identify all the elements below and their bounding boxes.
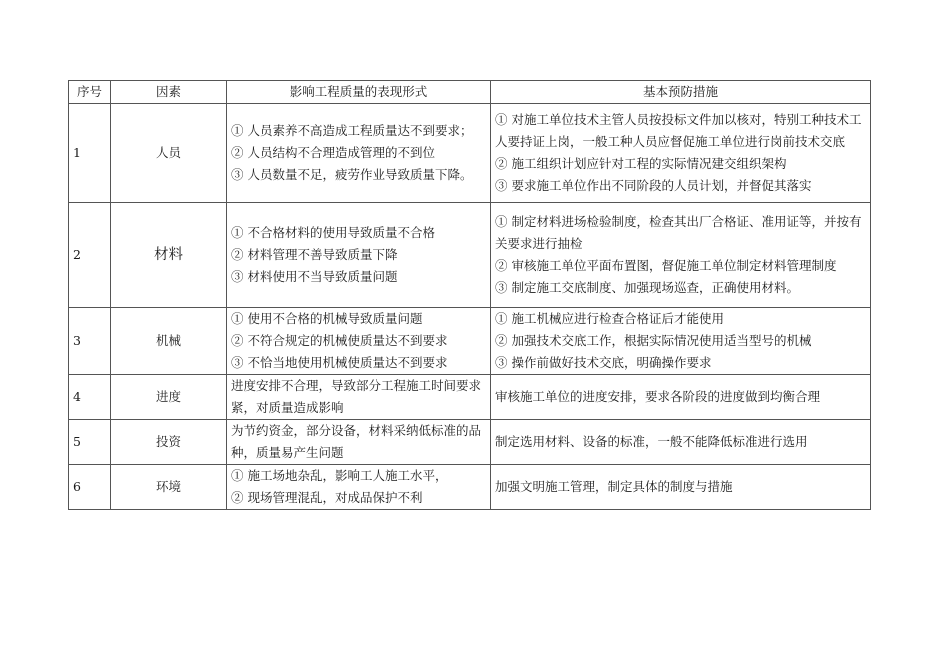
- row-effects: [227, 420, 491, 465]
- measure-item: ③ 制定施工交底制度、加强现场巡查，正确使用材料。: [495, 280, 799, 295]
- table-row: [69, 465, 871, 510]
- measure-item: ① 对施工单位技术主管人员按投标文件加以核对，特别工种技术工人要持证上岗，一般工种人员应督促施工单位进行岗前技术交底: [495, 112, 862, 149]
- table-row: [69, 375, 871, 420]
- effect-item: ① 施工场地杂乱，影响工人施工水平，: [231, 468, 448, 483]
- measure-item: ② 加强技术交底工作，根据实际情况使用适当型号的机械: [495, 333, 812, 348]
- effect-item: ③ 不恰当地使用机械使质量达不到要求: [231, 355, 448, 370]
- measure-item: ② 审核施工单位平面布置图，督促施工单位制定材料管理制度: [495, 258, 837, 273]
- measure-item: 加强文明施工管理，制定具体的制度与措施: [495, 479, 733, 494]
- row-measures: [491, 420, 871, 465]
- effect-item: ② 材料管理不善导致质量下降: [231, 247, 398, 262]
- table-header-row: [69, 81, 871, 104]
- measure-item: 审核施工单位的进度安排，要求各阶段的进度做到均衡合理: [495, 389, 821, 404]
- table-row: [69, 420, 871, 465]
- effect-item: ① 人员素养不高造成工程质量达不到要求；: [231, 123, 473, 138]
- row-factor: 人员: [111, 104, 227, 203]
- quality-risk-table: [68, 80, 871, 510]
- row-factor: 材料: [111, 203, 227, 308]
- effect-item: ② 不符合规定的机械使质量达不到要求: [231, 333, 448, 348]
- row-factor: 环境: [111, 465, 227, 510]
- measure-item: ① 制定材料进场检验制度，检查其出厂合格证、准用证等，并按有关要求进行抽检: [495, 214, 862, 251]
- measure-item: ① 施工机械应进行检查合格证后才能使用: [495, 311, 724, 326]
- row-number: 2: [69, 203, 111, 308]
- row-number: 3: [69, 308, 111, 375]
- row-measures: [491, 465, 871, 510]
- table-row: [69, 104, 871, 203]
- row-effects: [227, 465, 491, 510]
- row-measures: [491, 308, 871, 375]
- effect-item: ② 人员结构不合理造成管理的不到位: [231, 145, 435, 160]
- row-factor: 机械: [111, 308, 227, 375]
- measure-item: ② 施工组织计划应针对工程的实际情况建交组织架构: [495, 156, 787, 171]
- effect-item: 为节约资金，部分设备，材料采纳低标准的品种，质量易产生问题: [231, 423, 482, 460]
- header-no: 序号: [69, 81, 111, 104]
- row-number: 5: [69, 420, 111, 465]
- row-measures: [491, 104, 871, 203]
- effect-item: 进度安排不合理，导致部分工程施工时间要求紧，对质量造成影响: [231, 378, 482, 415]
- table-row: [69, 308, 871, 375]
- row-number: 1: [69, 104, 111, 203]
- row-effects: [227, 375, 491, 420]
- row-measures: [491, 203, 871, 308]
- effect-item: ① 使用不合格的机械导致质量问题: [231, 311, 423, 326]
- measure-item: 制定选用材料、设备的标准，一般不能降低标准进行选用: [495, 434, 808, 449]
- effect-item: ③ 人员数量不足，疲劳作业导致质量下降。: [231, 167, 473, 182]
- row-measures: [491, 375, 871, 420]
- row-number: 6: [69, 465, 111, 510]
- effect-item: ② 现场管理混乱，对成品保护不利: [231, 490, 423, 505]
- row-effects: [227, 203, 491, 308]
- row-effects: [227, 104, 491, 203]
- measure-item: ③ 要求施工单位作出不同阶段的人员计划，并督促其落实: [495, 178, 812, 193]
- header-factor: 因素: [111, 81, 227, 104]
- header-measures: 基本预防措施: [491, 81, 871, 104]
- row-effects: [227, 308, 491, 375]
- row-factor: 进度: [111, 375, 227, 420]
- measure-item: ③ 操作前做好技术交底，明确操作要求: [495, 355, 712, 370]
- header-effects: 影响工程质量的表现形式: [227, 81, 491, 104]
- row-number: 4: [69, 375, 111, 420]
- table-row: [69, 203, 871, 308]
- effect-item: ① 不合格材料的使用导致质量不合格: [231, 225, 435, 240]
- effect-item: ③ 材料使用不当导致质量问题: [231, 269, 398, 284]
- row-factor: 投资: [111, 420, 227, 465]
